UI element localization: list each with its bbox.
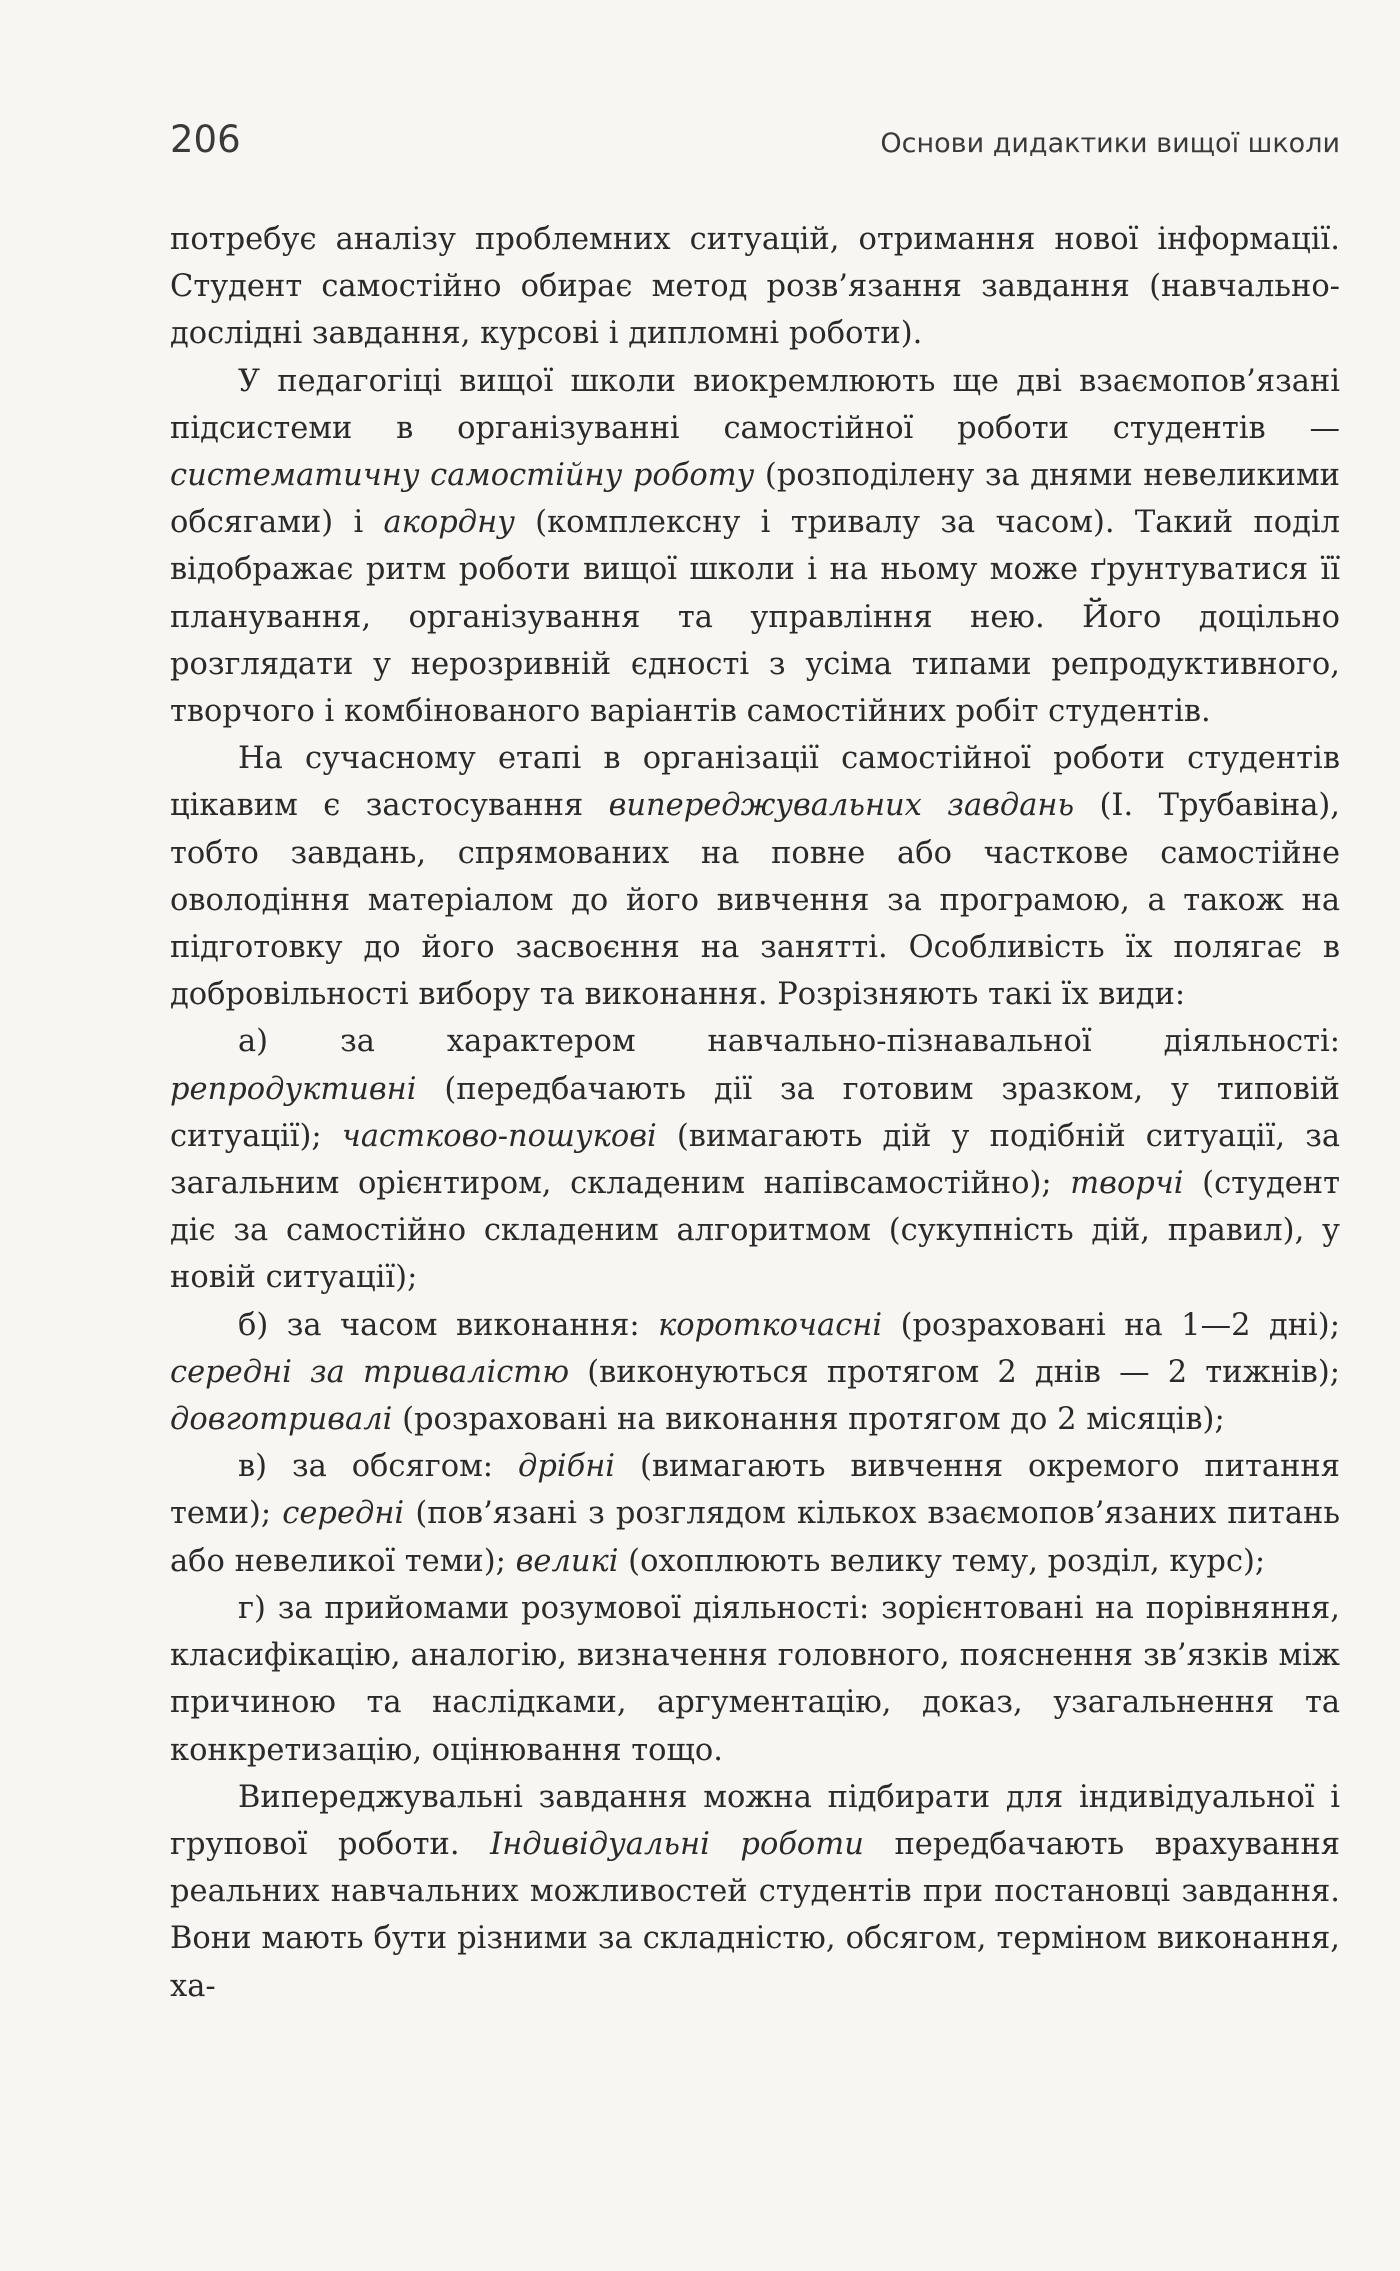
paragraph-8	[170, 1774, 1340, 2010]
italic-term: середні	[282, 1496, 405, 1532]
text-run: (студент діє за самостійно складеним алгоритмом (сукупність дій, правил), у новій ситуації);	[170, 1166, 1340, 1296]
text-run: На сучасному етапі в організації самостійної роботи студентів цікавим є застосування	[170, 741, 1340, 824]
list-item-d: г) за прийомами розумової діяльності: зорієнтовані на порівняння, класифікацію, аналогію, визначення головного, пояснення зв’язків між причиною та наслідками, аргументацію, доказ, узагальнення та конкретизацію, оцінювання тощо.	[170, 1590, 1340, 1768]
text-run: (виконуються протягом 2 днів — 2 тижнів);	[569, 1354, 1340, 1390]
text-run: (розподілену за днями невеликими обсягами) і	[170, 458, 1340, 541]
text-run: У педагогіці вищої школи виокремлюють ще дві взаємопов’язані підсистеми в організуванні самостійної роботи студентів —	[170, 363, 1340, 446]
text-run: передбачають врахування реальних навчальних можливостей студентів при постановці завдання. Вони мають бути різними за складністю, обсягом, терміном виконання, ха-	[170, 1826, 1341, 2004]
text-run: Випереджувальні завдання можна підбирати для індивідуальної і групової роботи.	[170, 1779, 1340, 1862]
italic-term: Індивідуальні роботи	[490, 1826, 864, 1862]
italic-term: систематичну самостійну роботу	[170, 458, 755, 494]
list-item-b	[170, 1302, 1340, 1444]
text-run: (І. Трубавіна), тобто завдань, спрямованих на повне або часткове самостійне оволодіння матеріалом до його вивчення за програмою, а також на підготовку до його засвоєння на занятті. Особливість їх полягає в добровільності вибору та виконання. Розрізняють такі їх види:	[170, 788, 1340, 1013]
text-run: (вимагають дій у подібній ситуації, за загальним орієнтиром, складеним напівсамостійно);	[170, 1118, 1341, 1202]
running-head: Основи дидактики вищої школи	[880, 128, 1340, 159]
text-run: (охоплюють велику тему, розділ, курс);	[618, 1543, 1266, 1579]
italic-term: творчі	[1070, 1166, 1184, 1202]
italic-term: довготривалі	[170, 1402, 393, 1438]
page-header	[170, 118, 1340, 188]
body-text	[170, 216, 1340, 2010]
paragraph-2	[170, 358, 1340, 736]
text-run: в) за обсягом:	[238, 1449, 518, 1485]
list-item-c	[170, 1443, 1340, 1585]
italic-term: частково-пошукові	[341, 1118, 657, 1154]
list-item-a	[170, 1018, 1340, 1301]
text-run: (передбачають дії за готовим зразком, у типовій ситуації);	[170, 1071, 1340, 1154]
paragraph-1: потребує аналізу проблемних ситуацій, отримання нової інформації. Студент самостійно обирає метод розв’язання завдання (навчально-дослідні завдання, курсові і дипломні роботи).	[170, 222, 1340, 352]
italic-term: репродуктивні	[170, 1071, 417, 1107]
book-page	[170, 118, 1340, 2010]
text-run: (вимагають вивчення окремого питання теми);	[170, 1449, 1340, 1532]
italic-term: дрібні	[517, 1449, 616, 1485]
text-run: (розраховані на 1—2 дні);	[882, 1307, 1340, 1343]
italic-term: акордну	[383, 505, 515, 541]
text-run: а) за характером навчально-пізнавальної діяльності:	[238, 1024, 1340, 1060]
text-run: (пов’язані з розглядом кількох взаємопов’язаних питань або невеликої теми);	[170, 1496, 1340, 1579]
italic-term: короткочасні	[658, 1307, 883, 1343]
text-run: (комплексну і тривалу за часом). Такий поділ відображає ритм роботи вищої школи і на ньому може ґрунтуватися її планування, організування та управління нею. Його доцільно розглядати у нерозривній єдності з усіма типами репродуктивного, творчого і комбінованого варіантів самостійних робіт студентів.	[170, 505, 1340, 730]
italic-term: великі	[515, 1543, 619, 1579]
italic-term: випереджувальних завдань	[608, 788, 1075, 824]
text-run: (розраховані на виконання протягом до 2 місяців);	[392, 1402, 1225, 1438]
text-run: б) за часом виконання:	[238, 1307, 659, 1343]
paragraph-3	[170, 735, 1340, 1018]
italic-term: середні за тривалістю	[170, 1354, 570, 1390]
page-number: 206	[170, 118, 241, 161]
